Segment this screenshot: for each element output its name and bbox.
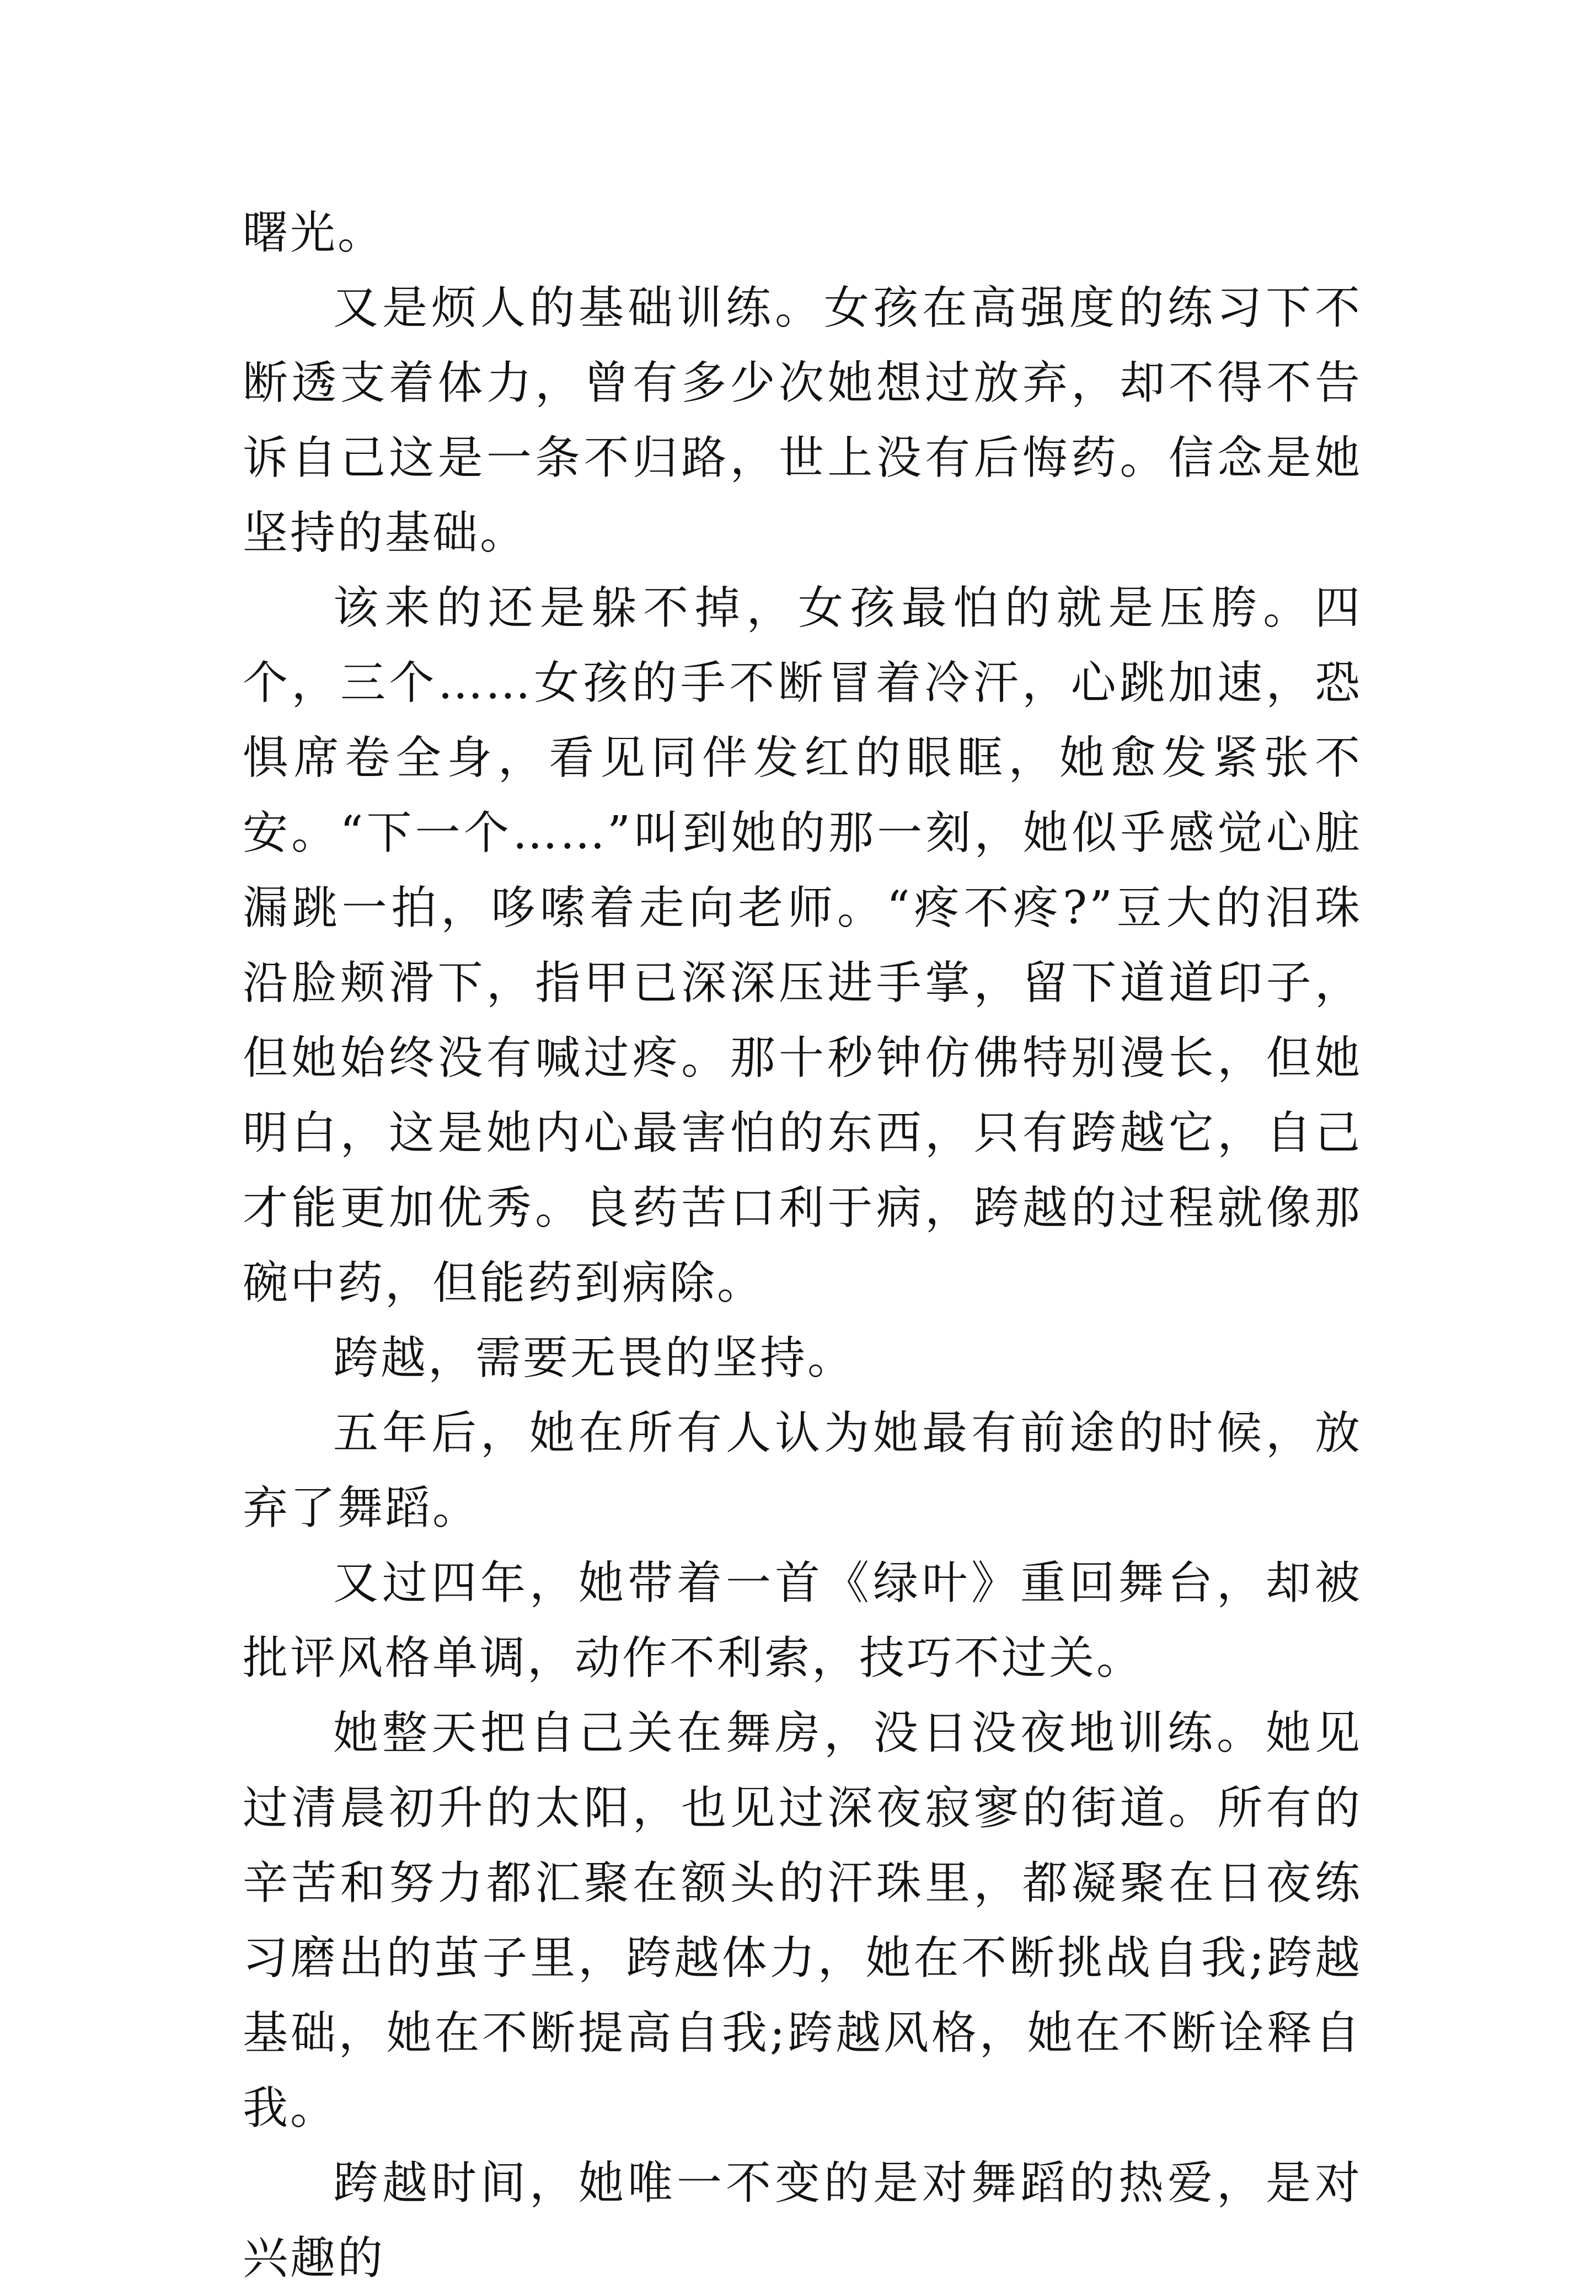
paragraph-basic-training: 又是烦人的基础训练。女孩在高强度的练习下不断透支着体力，曾有多少次她想过放弃，却不得不告诉自己这是一条不归路，世上没有后悔药。信念是她坚持的基础。 [243, 282, 1362, 559]
article-body [243, 196, 1362, 2296]
paragraph-love-of-dance: 跨越时间，她唯一不变的是对舞蹈的热爱，是对兴趣的 [243, 2157, 1362, 2284]
paragraph-four-years-later: 又过四年，她带着一首《绿叶》重回舞台，却被批评风格单调，动作不利索，技巧不过关。 [243, 1557, 1362, 1684]
paragraph-hip-stretch: 该来的还是躲不掉，女孩最怕的就是压胯。四个，三个……女孩的手不断冒着冷汗，心跳加速，恐惧席卷全身，看见同伴发红的眼眶，她愈发紧张不安。“下一个……”叫到她的那一刻，她似乎感觉心脏漏跳一拍，哆嗦着走向老师。“疼不疼?”豆大的泪珠沿脸颊滑下，指甲已深深压进手掌，留下道道印子，但她始终没有喊过疼。那十秒钟仿佛特别漫长，但她明白，这是她内心最害怕的东西，只有跨越它，自己才能更加优秀。良药苦口利于病，跨越的过程就像那碗中药，但能药到病除。 [243, 582, 1362, 1309]
paragraph-five-years-later: 五年后，她在所有人认为她最有前途的时候，放弃了舞蹈。 [243, 1407, 1362, 1534]
paragraph-continuation: 曙光。 [243, 207, 385, 259]
paragraph-fearless-persistence: 跨越，需要无畏的坚持。 [333, 1332, 855, 1384]
paragraph-training-day-and-night: 她整天把自己关在舞房，没日没夜地训练。她见过清晨初升的太阳，也见过深夜寂寥的街道。所有的辛苦和努力都汇聚在额头的汗珠里，都凝聚在日夜练习磨出的茧子里，跨越体力，她在不断挑战自我;跨越基础，她在不断提高自我;跨越风格，她在不断诠释自我。 [243, 1707, 1362, 2134]
